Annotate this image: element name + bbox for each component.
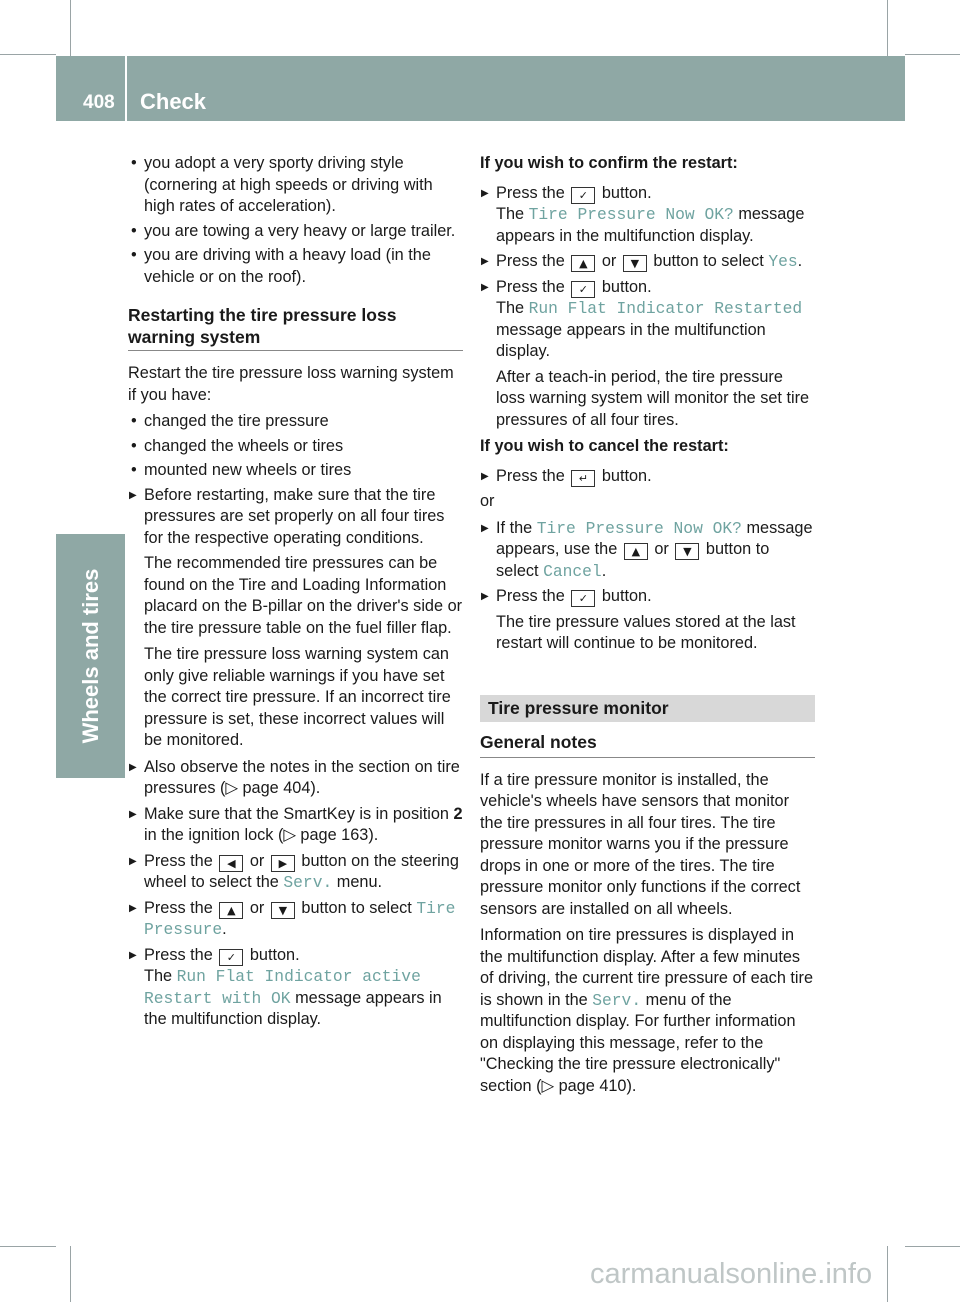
subheading: If you wish to cancel the restart: bbox=[480, 437, 729, 455]
section-title: Check bbox=[140, 89, 207, 114]
paragraph: Restart the tire pressure loss warning system if you have: bbox=[128, 364, 454, 404]
step: ▶ Press the ◀ or ▶ button on the steering wheel to select the Serv. menu. bbox=[128, 851, 463, 894]
list-item: • you adopt a very sporty driving style (cornering at high speeds or driving with high rates of acceleration). bbox=[128, 153, 463, 218]
paragraph: The tire pressure values stored at the last restart will continue to be monitored. bbox=[496, 612, 796, 652]
up-arrow-key-icon: ▲ bbox=[219, 902, 243, 919]
step: ▶ Press the ✓ button. bbox=[480, 586, 815, 608]
step: ▶ If the Tire Pressure Now OK? message appears, use the ▲ or ▼ button to select Cancel. bbox=[480, 518, 815, 583]
section-heading: Restarting the tire pressure loss warning system bbox=[128, 304, 463, 351]
ok-key-icon: ✓ bbox=[571, 590, 595, 607]
ok-key-icon: ✓ bbox=[571, 281, 595, 298]
step: ▶ Press the ✓ button. The Tire Pressure Now OK? message appears in the multifunction display. bbox=[480, 183, 815, 248]
left-arrow-key-icon: ◀ bbox=[219, 855, 243, 872]
step: ▶ Also observe the notes in the section on tire pressures (▷ page 404). bbox=[128, 757, 463, 800]
step: ▶ Press the ↵ button. bbox=[480, 466, 815, 488]
step: ▶ Before restarting, make sure that the tire pressures are set properly on all four tires for the respective operating conditions. bbox=[128, 485, 463, 550]
watermark: carmanualsonline.info bbox=[590, 1258, 873, 1290]
paragraph: The tire pressure loss warning system can only give reliable warnings if you have set the correct tire pressure. If an incorrect tire pressure is set, these incorrect values will be monitored. bbox=[144, 645, 451, 749]
list-item: • changed the wheels or tires bbox=[128, 436, 463, 458]
ok-key-icon: ✓ bbox=[571, 187, 595, 204]
list-item: • you are towing a very heavy or large trailer. bbox=[128, 221, 463, 243]
header-separator bbox=[125, 56, 127, 121]
step: ▶ Press the ▲ or ▼ button to select Yes. bbox=[480, 251, 815, 273]
list-item: • changed the tire pressure bbox=[128, 411, 463, 433]
step: ▶ Press the ✓ button. The Run Flat Indicator active Restart with OK message appears in the multifunction display. bbox=[128, 945, 463, 1031]
left-column bbox=[128, 153, 463, 1035]
step: ▶ Press the ✓ button. The Run Flat Indicator Restarted message appears in the multifunction display. bbox=[480, 277, 815, 363]
paragraph: After a teach-in period, the tire pressure loss warning system will monitor the set tire pressures of all four tires. bbox=[496, 367, 810, 429]
down-arrow-key-icon: ▼ bbox=[675, 543, 699, 560]
subheading: If you wish to confirm the restart: bbox=[480, 154, 738, 172]
up-arrow-key-icon: ▲ bbox=[571, 255, 595, 272]
down-arrow-key-icon: ▼ bbox=[271, 902, 295, 919]
paragraph: The recommended tire pressures can be found on the Tire and Loading Information placard on the B-pillar on the driver's side or the tire pressure table on the fuel filler flap. bbox=[144, 554, 463, 637]
paragraph: If a tire pressure monitor is installed, the vehicle's wheels have sensors that monitor the tire pressures in all four tires. The tire pressure monitor warns you if the pressure drops in one or more of the tires. The tire pressure monitor only functions if the correct sensors are installed on all wheels. bbox=[480, 770, 801, 918]
down-arrow-key-icon: ▼ bbox=[623, 255, 647, 272]
right-column bbox=[480, 153, 815, 1102]
paragraph: Information on tire pressures is displayed in the multifunction display. After a few minutes of driving, the current tire pressure of each tire is shown in the Serv. menu of the multifunction display. For further information on displaying this message, refer to the "Checking the tire pressure electronically" section (▷ page 410). bbox=[480, 926, 814, 1095]
box-heading: Tire pressure monitor bbox=[480, 695, 815, 723]
right-arrow-key-icon: ▶ bbox=[271, 855, 295, 872]
ok-key-icon: ✓ bbox=[219, 949, 243, 966]
up-arrow-key-icon: ▲ bbox=[624, 543, 648, 560]
back-key-icon: ↵ bbox=[571, 470, 595, 487]
or-text: or bbox=[480, 492, 495, 510]
section-heading: General notes bbox=[480, 732, 815, 758]
side-tab-label: Wheels and tires bbox=[78, 568, 103, 744]
step: ▶ Press the ▲ or ▼ button to select Tire Pressure. bbox=[128, 898, 463, 941]
page-number: 408 bbox=[83, 92, 115, 113]
list-item: • you are driving with a heavy load (in the vehicle or on the roof). bbox=[128, 245, 463, 288]
step: ▶ Make sure that the SmartKey is in position 2 in the ignition lock (▷ page 163). bbox=[128, 804, 463, 847]
list-item: • mounted new wheels or tires bbox=[128, 460, 463, 482]
